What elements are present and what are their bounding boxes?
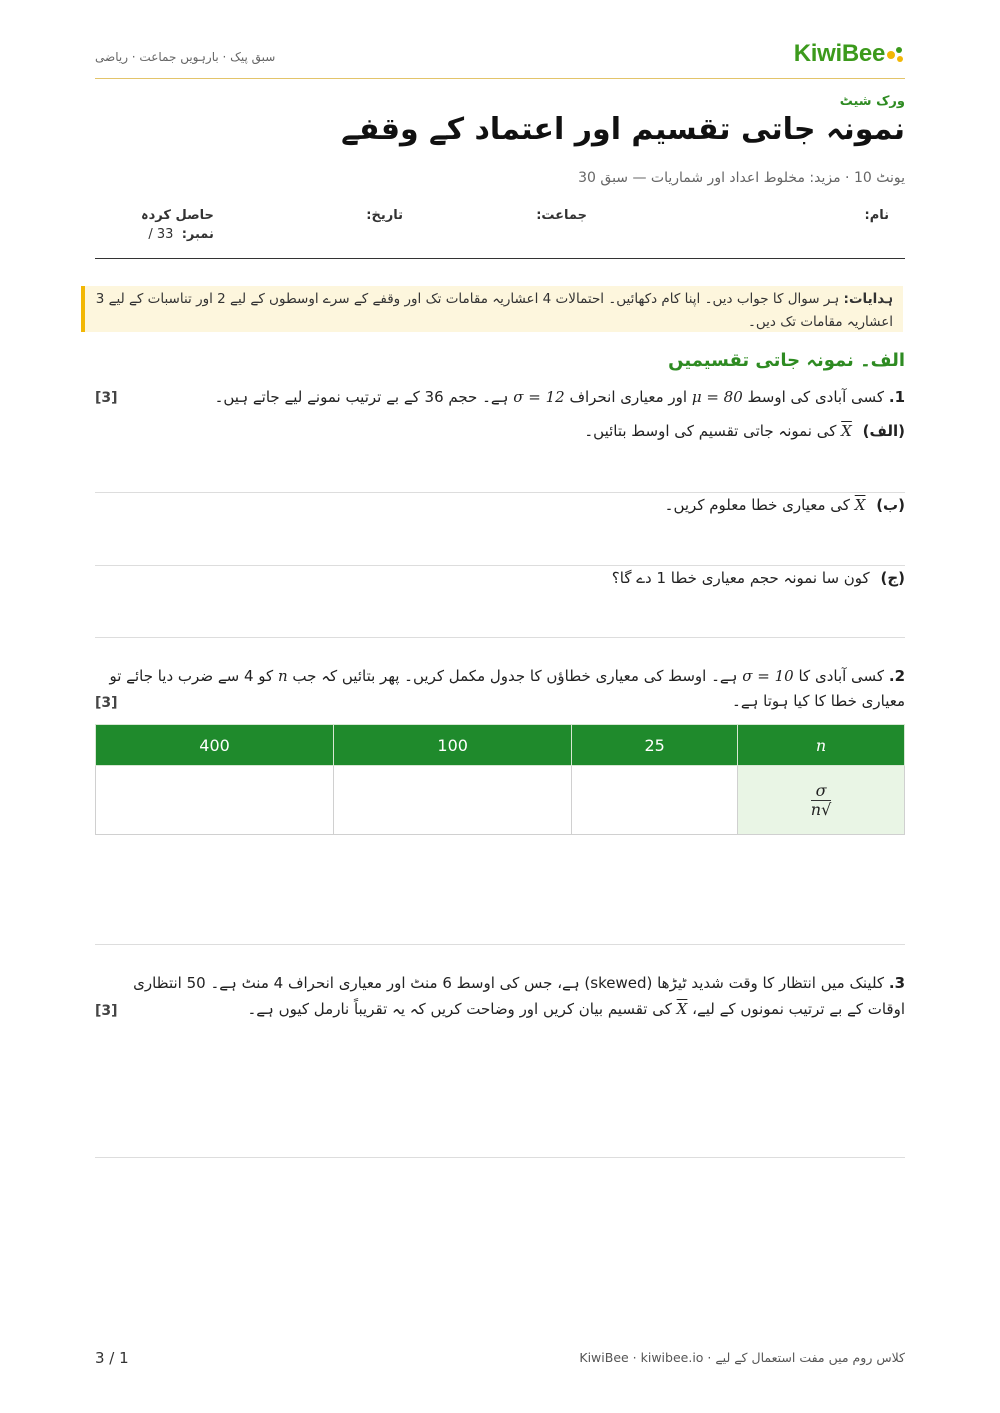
sigma-over-root-n: $\frac{\sigma}{√n}$ <box>810 780 832 819</box>
part-label: (ج) <box>880 569 905 587</box>
worksheet-kicker: ورک شیٹ <box>839 94 905 109</box>
answer-cell[interactable] <box>96 766 334 835</box>
part-text: کی نمونہ جاتی تقسیم کی اوسط بتائیں۔ <box>584 422 837 440</box>
brand-logo[interactable] <box>794 40 905 68</box>
instructions-text: ہر سوال کا جواب دیں۔ اپنا کام دکھائیں۔ احتمالات 4 اعشاریہ مقامات تک اور وقفے کے سرے اوسطوں کے لیے 2 اور تناسبات کے لیے 3 اعشاریہ مقامات تک دیں۔ <box>95 291 893 330</box>
table-header-cell: 400 <box>96 725 334 766</box>
student-info-row <box>95 206 905 259</box>
standard-error-table <box>95 724 905 835</box>
question-text: کسی آبادی کی اوسط <box>747 388 885 406</box>
question-1 <box>95 388 905 406</box>
part-label: (الف) <box>862 422 905 440</box>
page-title: نمونہ جاتی تقسیم اور اعتماد کے وقفے <box>341 112 905 147</box>
answer-line[interactable] <box>95 637 905 638</box>
math-sigma: σ = 12 <box>513 388 565 406</box>
marks-badge: [3] <box>95 695 118 711</box>
question-text: کلینک میں انتظار کا وقت شدید ٹیڑھا (skewed) ہے، جس کی اوسط 6 منٹ اور معیاری انحراف 4 منٹ ہے۔ 50 انتظاری اوقات کے بے ترتیب نمونوں کے لیے، <box>133 974 905 1018</box>
marks-total: 33 / <box>148 227 174 242</box>
marks-badge: [3] <box>95 390 118 406</box>
answer-cell[interactable] <box>334 766 572 835</box>
score-field[interactable] <box>141 208 214 242</box>
part-text: کی معیاری خطا معلوم کریں۔ <box>664 496 850 514</box>
math-sigma: σ = 10 <box>742 667 794 685</box>
marks-label: نمبر: <box>181 227 214 242</box>
question-1-part-a <box>584 422 905 440</box>
logo-dots-icon <box>887 46 905 64</box>
math-xbar: X <box>854 496 866 514</box>
answer-line[interactable] <box>95 1157 905 1158</box>
worksheet-page <box>95 0 905 1413</box>
part-text: کون سا نمونہ حجم معیاری خطا 1 دے گا؟ <box>611 569 870 587</box>
answer-cell[interactable] <box>572 766 738 835</box>
math-xbar: X <box>676 1000 688 1018</box>
question-text: کی تقسیم بیان کریں اور وضاحت کریں کہ یہ تقریباً نارمل کیوں ہے۔ <box>247 1000 672 1018</box>
breadcrumb: سبق پیک · بارہویں جماعت · ریاضی <box>95 50 276 64</box>
brand-name: KiwiBee <box>793 40 885 67</box>
table-header-row <box>96 725 905 766</box>
math-xbar: X <box>841 422 852 440</box>
table-header-cell: 25 <box>572 725 738 766</box>
table-row <box>96 766 905 835</box>
question-2 <box>95 664 905 714</box>
question-1-part-b <box>665 496 905 514</box>
question-text: کو 4 سے ضرب دیا جائے تو معیاری خطا کا کیا ہوتا ہے۔ <box>109 667 905 710</box>
page-header <box>95 36 905 79</box>
table-header-cell: n <box>738 725 905 766</box>
question-text: ہے۔ اوسط کی معیاری خطاؤں کا جدول مکمل کریں۔ پھر بتائیں کہ جب <box>292 667 738 685</box>
instructions-label: ہدایات: <box>843 291 893 307</box>
section-a-heading: الف۔ نمونہ جاتی تقسیمیں <box>668 350 905 371</box>
class-field[interactable]: جماعت: <box>536 208 587 223</box>
footer-credit[interactable]: کلاس روم میں مفت استعمال کے لیے · KiwiBee · kiwibee.io <box>579 1350 905 1365</box>
page-number: 3 / 1 <box>95 1349 129 1367</box>
math-n: n <box>277 667 288 685</box>
part-label: (ب) <box>876 496 905 514</box>
question-text: اور معیاری انحراف <box>569 388 688 406</box>
row-label-cell <box>738 766 905 835</box>
answer-line[interactable] <box>95 492 905 493</box>
name-field[interactable]: نام: <box>864 208 889 223</box>
question-number: 1. <box>888 388 905 406</box>
table-header-cell: 100 <box>334 725 572 766</box>
question-number: 2. <box>888 667 905 685</box>
question-number: 3. <box>888 974 905 992</box>
marks-badge: [3] <box>95 1003 118 1019</box>
answer-line[interactable] <box>95 944 905 945</box>
date-field[interactable]: تاریخ: <box>366 208 403 223</box>
question-text: کسی آبادی کا <box>798 667 885 685</box>
question-3 <box>95 970 905 1022</box>
instructions-box <box>81 286 903 332</box>
score-label: حاصل کردہ <box>141 208 214 223</box>
question-text: ہے۔ حجم 36 کے بے ترتیب نمونے لیے جاتے ہیں۔ <box>214 388 509 406</box>
question-1-part-c <box>612 569 905 587</box>
page-subtitle: یونٹ 10 · مزید: مخلوط اعداد اور شماریات — سبق 30 <box>578 170 905 186</box>
math-mu: μ = 80 <box>691 388 743 406</box>
answer-line[interactable] <box>95 565 905 566</box>
